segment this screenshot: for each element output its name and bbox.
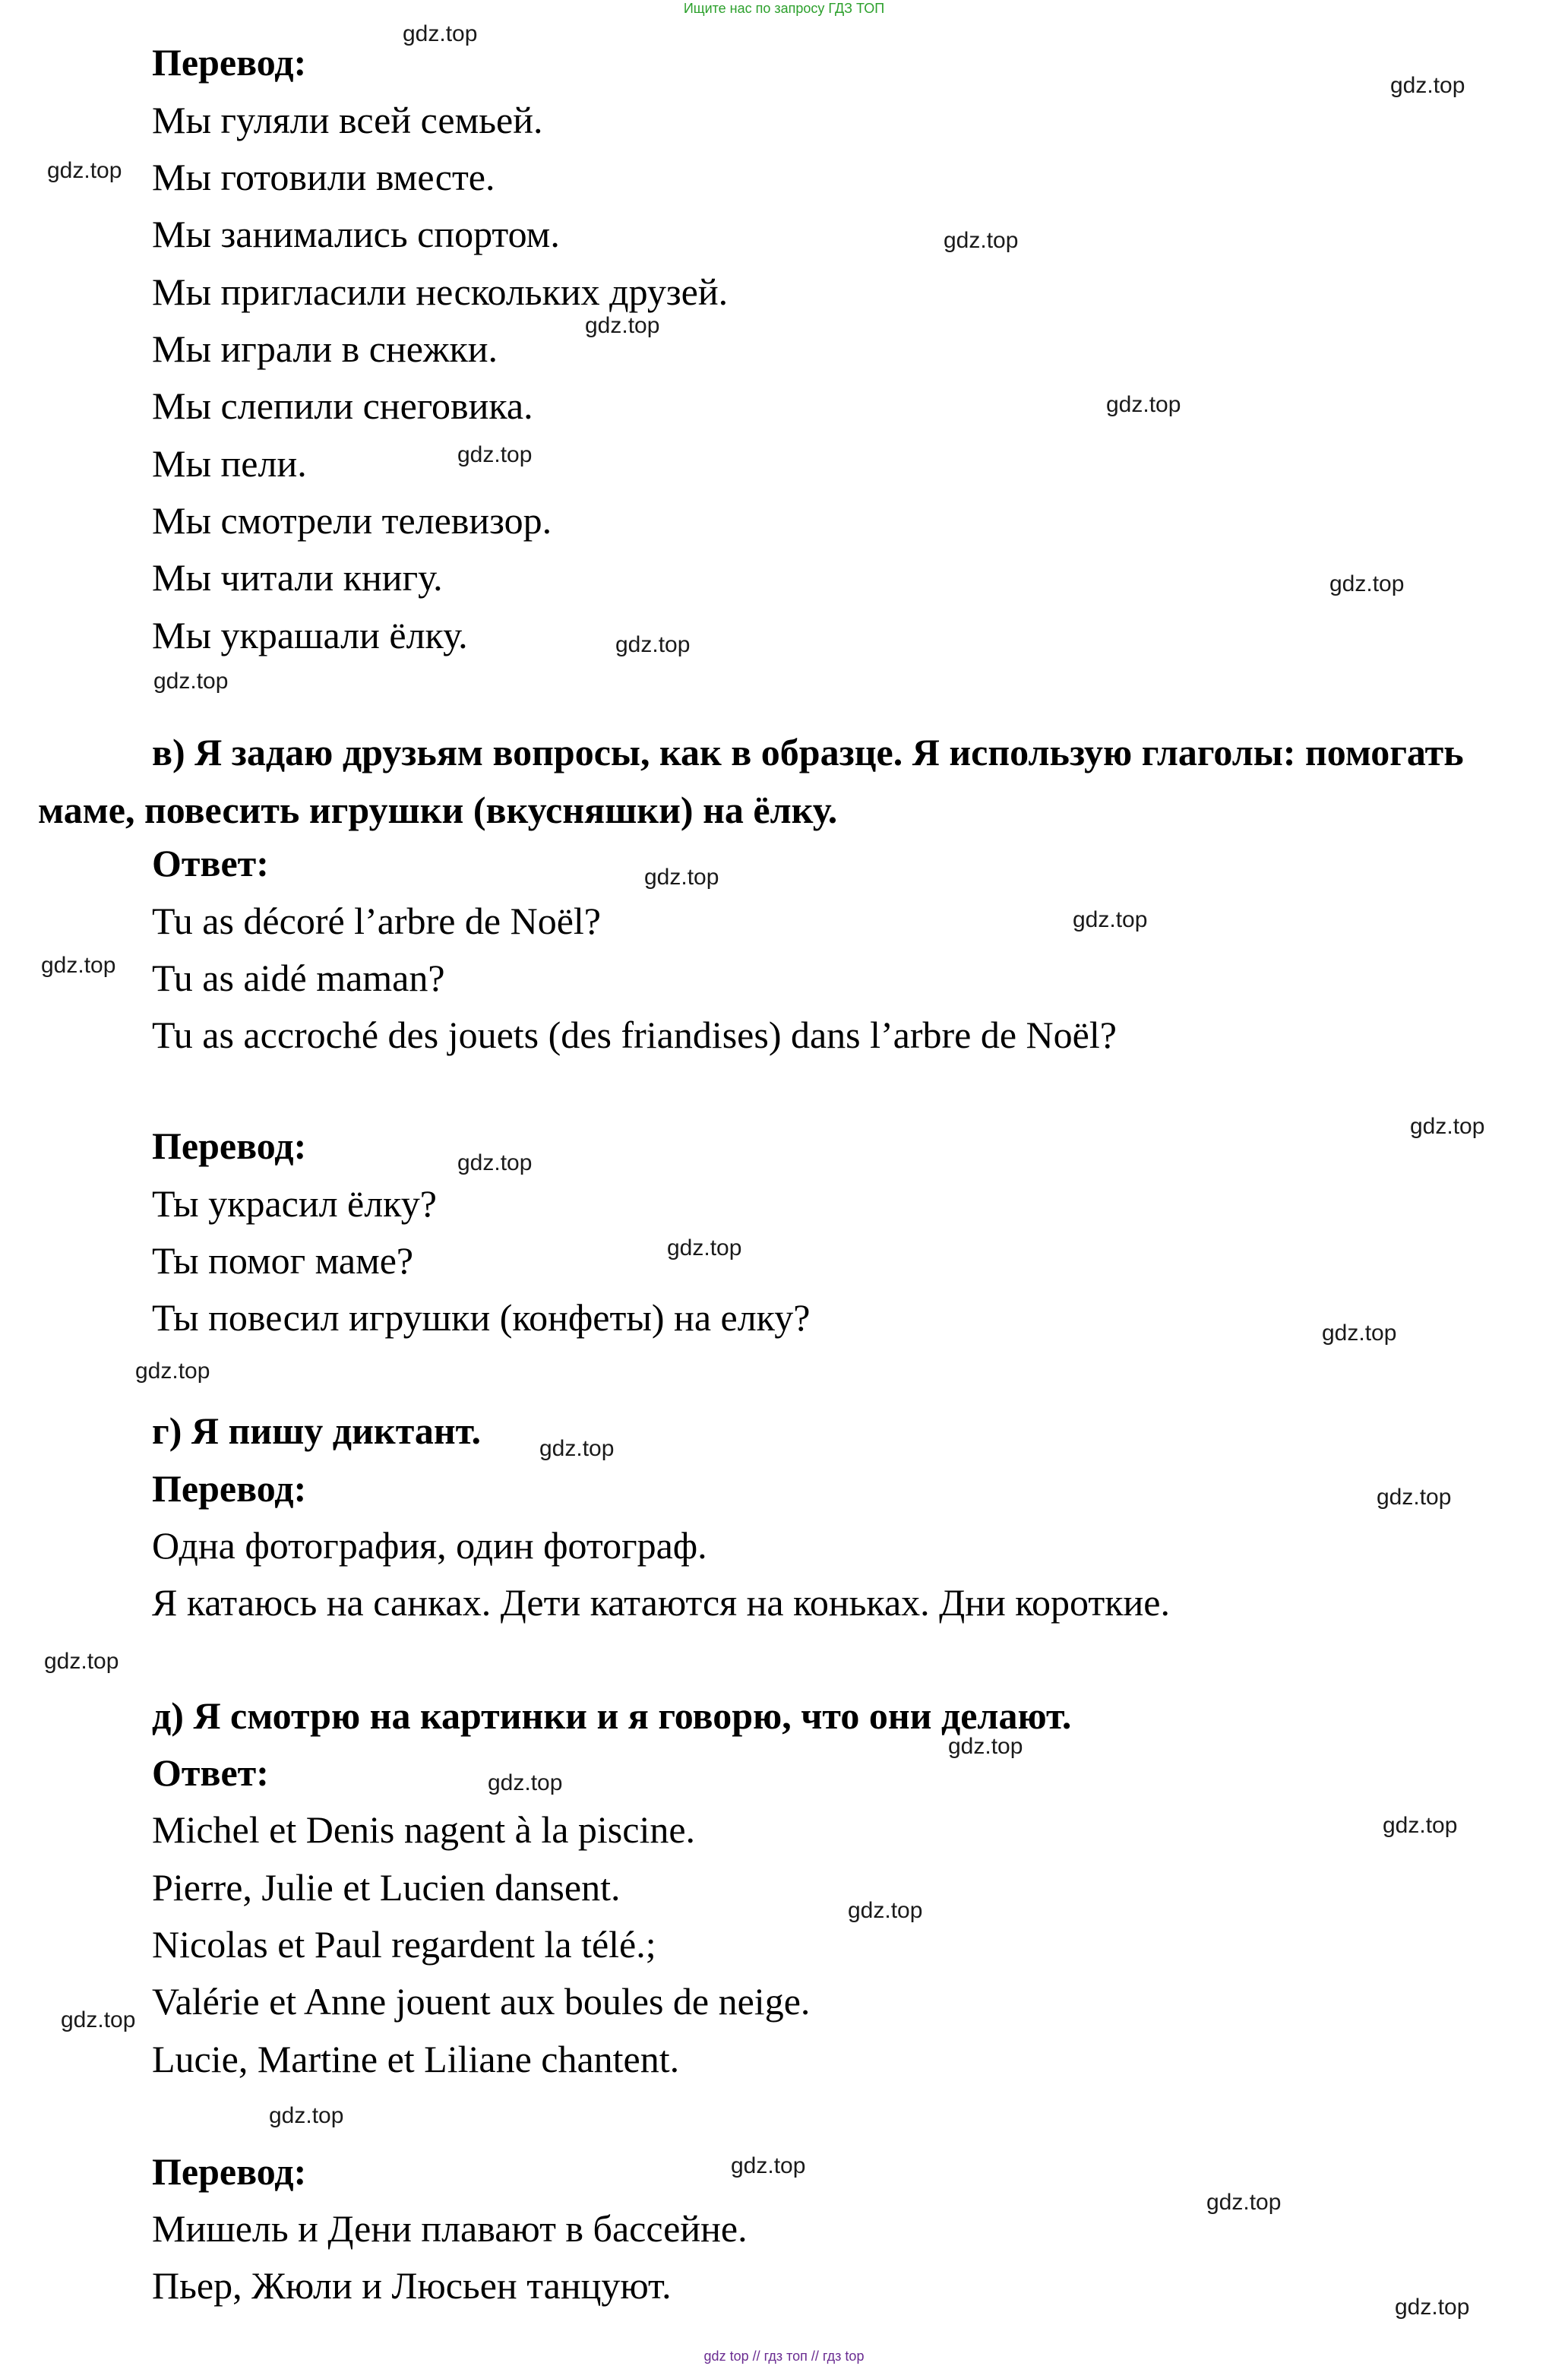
watermark: gdz.top: [1383, 1813, 1458, 1838]
watermark: gdz.top: [457, 1150, 533, 1175]
task-g-translation-line: Одна фотография, один фотограф.: [152, 1524, 707, 1567]
watermark: gdz.top: [269, 2103, 344, 2128]
task-v-answer-heading: Ответ:: [152, 842, 269, 884]
section1-line: Мы гуляли всей семьей.: [152, 99, 543, 141]
task-d-answer-line: Pierre, Julie et Lucien dansent.: [152, 1866, 621, 1909]
section1-line: Мы занимались спортом.: [152, 213, 560, 255]
section1-line: Мы пригласили нескольких друзей.: [152, 270, 729, 313]
task-d-answer-line: Nicolas et Paul regardent la télé.;: [152, 1923, 656, 1966]
watermark: gdz.top: [153, 669, 229, 694]
watermark: gdz.top: [403, 21, 478, 46]
watermark: gdz.top: [539, 1436, 615, 1461]
watermark: gdz.top: [135, 1359, 210, 1384]
watermark: gdz.top: [1206, 2190, 1282, 2215]
watermark: gdz.top: [44, 1649, 119, 1674]
task-d-translation-line: Мишель и Дени плавают в бассейне.: [152, 2207, 748, 2250]
watermark: gdz.top: [41, 953, 116, 978]
section1-heading: Перевод:: [152, 41, 307, 84]
task-d-title: д) Я смотрю на картинки и я говорю, что они делают.: [152, 1694, 1072, 1737]
task-v-translation-line: Ты повесил игрушки (конфеты) на елку?: [152, 1296, 811, 1339]
footer-banner: gdz top // гдз топ // гдз top: [703, 2349, 865, 2364]
watermark: gdz.top: [1322, 1321, 1397, 1346]
watermark: gdz.top: [47, 158, 122, 183]
task-d-answer-line: Lucie, Martine et Liliane chantent.: [152, 2038, 680, 2080]
task-v-title: в) Я задаю друзьям вопросы, как в образце. Я использую глаголы: помогать маме, повесить игрушки (вкусняшки) на ёлку.: [38, 731, 1464, 831]
watermark: gdz.top: [948, 1734, 1023, 1759]
section1-line: Мы слепили снеговика.: [152, 384, 533, 427]
section1-line: Мы играли в снежки.: [152, 327, 498, 370]
watermark: gdz.top: [944, 228, 1019, 253]
task-g-title: г) Я пишу диктант.: [152, 1409, 481, 1452]
watermark: gdz.top: [848, 1898, 923, 1923]
task-v-answer-line: Tu as décoré l’arbre de Noël?: [152, 900, 601, 942]
section1-line: Мы смотрели телевизор.: [152, 499, 552, 542]
task-d-answer-line: Valérie et Anne jouent aux boules de neige.: [152, 1980, 811, 2023]
task-g-translation-heading: Перевод:: [152, 1467, 307, 1510]
watermark: gdz.top: [644, 865, 719, 890]
section1-line: Мы пели.: [152, 442, 307, 485]
watermark: gdz.top: [1377, 1485, 1452, 1510]
watermark: gdz.top: [61, 2007, 136, 2032]
header-banner: Ищите нас по запросу ГДЗ ТОП: [683, 1, 885, 16]
watermark: gdz.top: [457, 442, 533, 467]
watermark: gdz.top: [585, 313, 660, 338]
watermark: gdz.top: [488, 1770, 563, 1795]
watermark: gdz.top: [1410, 1114, 1485, 1139]
task-v-translation-line: Ты украсил ёлку?: [152, 1182, 437, 1225]
watermark: gdz.top: [667, 1235, 742, 1260]
watermark: gdz.top: [1395, 2295, 1470, 2320]
task-v-answer-line: Tu as accroché des jouets (des friandises) dans l’arbre de Noël?: [152, 1014, 1117, 1056]
watermark: gdz.top: [1073, 907, 1148, 932]
task-d-translation-heading: Перевод:: [152, 2150, 307, 2193]
watermark: gdz.top: [1329, 571, 1405, 596]
watermark: gdz.top: [615, 632, 691, 657]
task-g-translation-line: Я катаюсь на санках. Дети катаются на коньках. Дни короткие.: [152, 1581, 1170, 1624]
section1-line: Мы читали книгу.: [152, 556, 443, 599]
task-d-answer-line: Michel et Denis nagent à la piscine.: [152, 1808, 696, 1851]
task-v-translation-heading: Перевод:: [152, 1124, 307, 1167]
task-d-answer-heading: Ответ:: [152, 1751, 269, 1794]
section1-line: Мы готовили вместе.: [152, 156, 495, 198]
task-v-answer-line: Tu as aidé maman?: [152, 957, 445, 999]
watermark: gdz.top: [1106, 392, 1181, 417]
watermark: gdz.top: [1390, 73, 1465, 98]
watermark: gdz.top: [731, 2153, 806, 2178]
task-d-translation-line: Пьер, Жюли и Люсьен танцуют.: [152, 2264, 672, 2307]
section1-line: Мы украшали ёлку.: [152, 614, 468, 656]
task-v-translation-line: Ты помог маме?: [152, 1239, 414, 1282]
